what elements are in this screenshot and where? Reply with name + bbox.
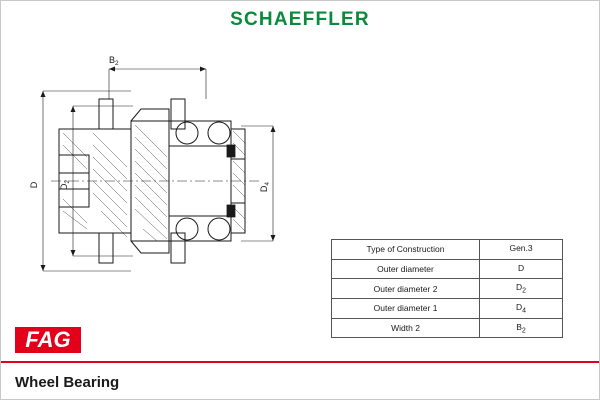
label-d: D	[29, 181, 39, 189]
product-title: Wheel Bearing	[15, 374, 120, 391]
spec-label: Outer diameter 2	[332, 279, 480, 299]
spec-value: $D_2$	[480, 279, 563, 299]
spec-label: Outer diameter 1	[332, 299, 480, 319]
label-d2: $D_2$	[59, 179, 71, 191]
technical-drawing	[1, 41, 331, 321]
spec-label: Outer diameter	[332, 259, 480, 279]
label-b2: $B_2$	[109, 55, 119, 67]
footer-divider	[1, 361, 599, 363]
label-d4: $D_4$	[259, 181, 271, 193]
fag-logo: FAG	[15, 327, 81, 353]
spec-value: Gen.3	[480, 240, 563, 260]
spec-value: $D_4$	[480, 299, 563, 319]
specification-table	[331, 239, 563, 338]
spec-value: $B_2$	[480, 318, 563, 338]
spec-label: Width 2	[332, 318, 480, 338]
spec-label: Type of Construction	[332, 240, 480, 260]
table-row	[332, 240, 563, 260]
table-row	[332, 279, 563, 299]
dimension-b2	[109, 67, 206, 100]
schaeffler-logo: SCHAEFFLER	[230, 9, 370, 30]
spec-value: D	[480, 259, 563, 279]
table-row	[332, 259, 563, 279]
table-row	[332, 318, 563, 338]
table-row	[332, 299, 563, 319]
wheel-bearing-cross-section-svg	[1, 41, 331, 321]
section-hatching	[63, 125, 245, 241]
